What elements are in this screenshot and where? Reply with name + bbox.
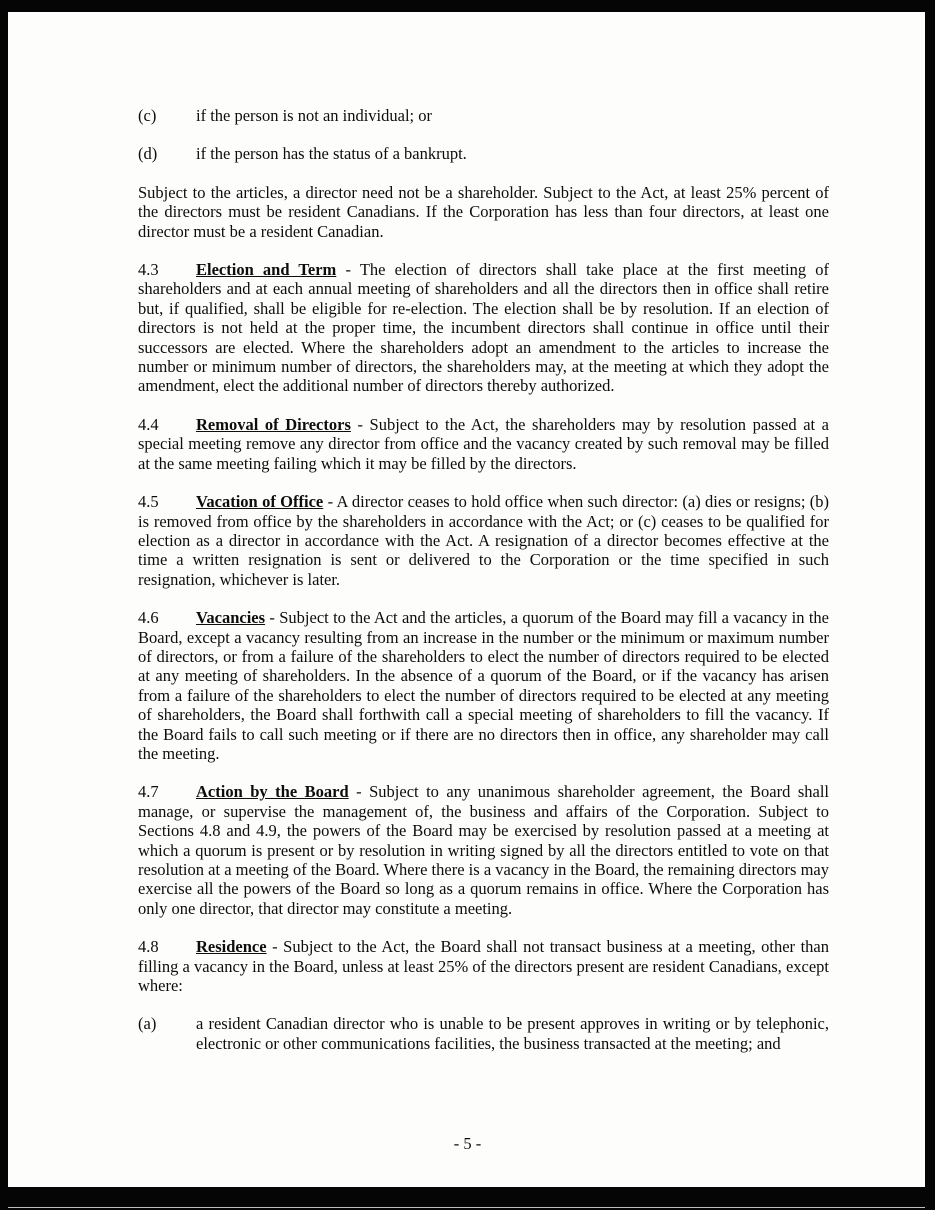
section-body: - Subject to the Act, the shareholders may by resolution passed at a special meeting remove any director from office and the vacancy created by such removal may be filled at the same meeting failing which it may be filled by the directors.	[138, 414, 829, 473]
section-heading: Election and Term	[196, 260, 337, 280]
scan-border-top	[0, 0, 935, 12]
page-body	[138, 106, 829, 1072]
section-number: 4.4	[138, 414, 159, 434]
section-heading: Vacancies	[196, 608, 266, 628]
scan-border-bottom-strip	[8, 1207, 925, 1208]
list-item-text: a resident Canadian director who is unable to be present approves in writing or by telephonic, electronic or other communications facilities, the business transacted at the meeting; and	[196, 1014, 829, 1053]
list-item-text: if the person has the status of a bankrupt.	[196, 144, 467, 164]
section-number: 4.6	[138, 608, 159, 628]
section-body: - The election of directors shall take place at the first meeting of shareholders and at each annual meeting of shareholders and all the directors then in office shall retire but, if qualified, shall be eligible for re-election. The election shall be by resolution. If an election of directors is not held at the proper time, the incumbent directors shall continue in office until their successors are elected. Where the shareholders adopt an amendment to the articles to increase the number or minimum number of directors, the shareholders may, at the meeting at which they adopt the amendment, elect the additional number of directors thereby authorized.	[138, 260, 830, 396]
section-heading: Vacation of Office	[196, 492, 324, 512]
list-item-label: (d)	[138, 144, 158, 164]
intro-paragraph: Subject to the articles, a director need not be a shareholder. Subject to the Act, at least 25% percent of the directors must be resident Canadians. If the Corporation has less than four directors, at least one director must be a resident Canadian.	[138, 182, 829, 241]
section-number: 4.8	[138, 937, 159, 957]
section-heading: Action by the Board	[196, 782, 349, 802]
section-number: 4.5	[138, 492, 159, 512]
list-item-label: (c)	[138, 106, 157, 125]
section-body: - A director ceases to hold office when such director: (a) dies or resigns; (b) is removed from office by the shareholders in accordance with the Act; or (c) ceases to be qualified for election as a director in accordance with the Act. A resignation of a director becomes effective at the time a written resignation is sent or delivered to the Corporation or the time specified in such resignation, whichever is later.	[138, 492, 830, 589]
list-item-c	[138, 106, 829, 125]
list-item-a	[138, 1014, 829, 1053]
scan-border-right	[925, 0, 935, 1210]
section-4-8	[138, 937, 829, 995]
section-number: 4.3	[138, 260, 159, 280]
section-heading: Residence	[196, 937, 267, 957]
section-heading: Removal of Directors	[196, 414, 351, 434]
section-number: 4.7	[138, 782, 159, 802]
section-4-6	[138, 608, 829, 763]
section-4-7	[138, 782, 829, 918]
scan-border-left	[0, 0, 8, 1210]
section-4-5	[138, 492, 829, 589]
list-item-text: if the person is not an individual; or	[196, 106, 433, 125]
section-4-4	[138, 415, 829, 473]
section-body: - Subject to the Act, the Board shall not transact business at a meeting, other than filling a vacancy in the Board, unless at least 25% of the directors present are resident Canadians, except where:	[138, 937, 829, 996]
list-item-label: (a)	[138, 1014, 157, 1034]
section-4-3	[138, 260, 829, 396]
section-body: - Subject to any unanimous shareholder agreement, the Board shall manage, or supervise the management of, the business and affairs of the Corporation. Subject to Sections 4.8 and 4.9, the powers of the Board may be exercised by resolution passed at a meeting at which a quorum is present or by resolution in writing signed by all the directors entitled to vote on that resolution at a meeting of the Board. Where there is a vacancy in the Board, the remaining directors may exercise all the powers of the Board so long as a quorum remains in office. Where the Corporation has only one director, that director may constitute a meeting.	[138, 782, 830, 918]
list-item-d	[138, 144, 829, 163]
page-number: - 5 -	[453, 1134, 482, 1153]
section-body: - Subject to the Act and the articles, a quorum of the Board may fill a vacancy in the Board, except a vacancy resulting from an increase in the number or the minimum or maximum number of directors, or from a failure of the shareholders to elect the number of directors required to be elected at any meeting of shareholders. In the absence of a quorum of the Board, or if the vacancy has arisen from a failure of the shareholders to elect the number of directors required to be elected at any meeting of shareholders, the Board shall forthwith call a special meeting of shareholders to fill the vacancy. If the Board fails to call such meeting or if there are no directors then in office, any shareholder may call the meeting.	[138, 608, 830, 763]
